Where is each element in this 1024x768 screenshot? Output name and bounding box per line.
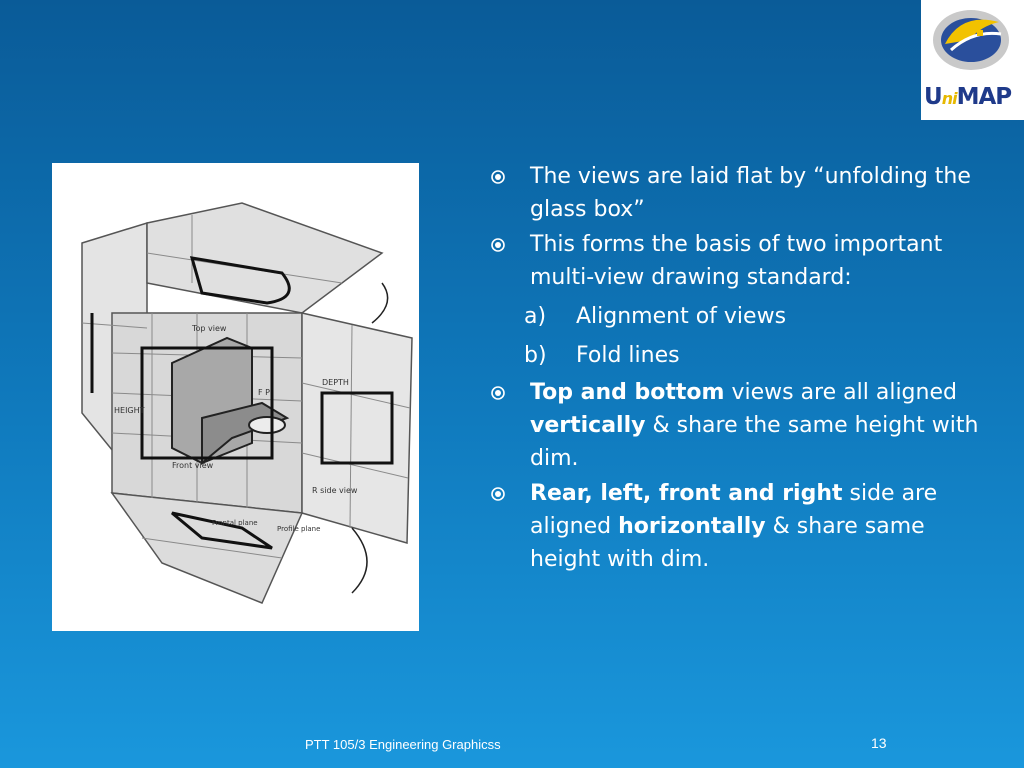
bullet-text: This forms the basis of two important multi-view drawing standard: [530,232,943,290]
bullet-text: & share the same height with dim. [530,413,979,471]
bullet-item [490,160,990,226]
logo-wordmark: UniMAP [924,84,1012,110]
bullet-item [490,376,990,475]
sub-item [490,339,990,372]
unimap-logo [921,0,1024,120]
glass-box-drawing [52,163,419,631]
glass-box-figure [52,163,419,631]
sub-item [490,300,990,333]
bullet-text: views are all aligned [724,380,957,405]
bullet-text: & share same height with dim. [530,514,925,572]
right-view-label: R side view [312,486,358,495]
front-view-label: Front view [172,461,214,470]
bullet-item [490,228,990,294]
bullet-emphasis: vertically [530,413,646,438]
radio-bullet-icon [490,486,506,502]
slide-content [490,160,990,578]
frontal-plane-label: Frontal plane [212,519,258,527]
sub-item-text: Alignment of views [576,304,787,329]
bullet-emphasis: horizontally [618,514,766,539]
fold-fp-label: F P [258,388,270,397]
radio-bullet-icon [490,237,506,253]
sub-item-letter: b) [524,343,547,368]
bullet-text: The views are laid flat by “unfolding the glass box” [530,164,971,222]
sub-item-text: Fold lines [576,343,680,368]
radio-bullet-icon [490,169,506,185]
bullet-text: side are aligned [530,481,938,539]
page-number: 13 [871,735,887,751]
top-view-label: Top view [192,324,227,333]
sub-item-letter: a) [524,304,547,329]
radio-bullet-icon [490,385,506,401]
bullet-emphasis: Top and bottom [530,380,725,405]
height-label: HEIGHT [114,406,145,415]
footer-title: PTT 105/3 Engineering Graphicss [305,737,501,752]
bullet-item [490,477,990,576]
bullet-emphasis: Rear, left, front and right [530,481,843,506]
depth-label: DEPTH [322,378,349,387]
profile-plane-label: Profile plane [277,525,321,533]
